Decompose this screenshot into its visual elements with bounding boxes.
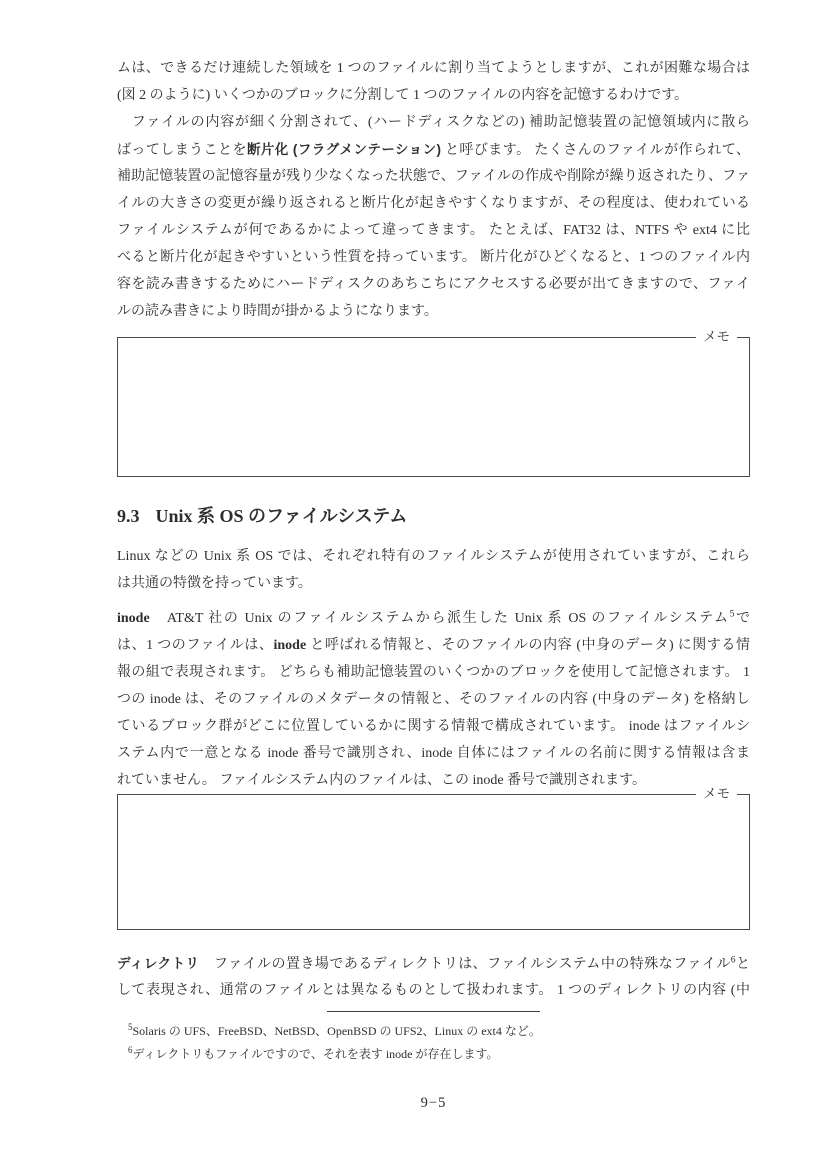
- body-line: ムは、できるだけ連続した領域を 1 つのファイルに割り当てようとしますが、これが困難な場合は: [117, 61, 750, 76]
- body-line: つの inode は、そのファイルのメタデータの情報と、そのファイルの内容 (中身のデータ) を格納し: [117, 692, 750, 707]
- body-line: ファイルの内容が細く分割されて、(ハードディスクなどの) 補助記憶装置の記憶領域内に散ら: [117, 115, 750, 130]
- section-number: 9.3: [117, 506, 140, 526]
- body-line: ステム内で一意となる inode 番号で識別され、inode 自体にはファイルの名前に関する情報は含ま: [117, 746, 750, 761]
- paragraph-unix-intro: [117, 543, 750, 597]
- footnote-6: $^6$ディレクトリもファイルですので、それを表す inode が存在します。: [128, 1045, 499, 1061]
- text-column: [117, 0, 750, 1066]
- footnote-marker-5: 5: [128, 1022, 133, 1032]
- body-line: して表現され、通常のファイルとは異なるものとして扱われます。 1 つのディレクトリの内容 (中: [117, 983, 750, 998]
- body-line: 容を読み書きするためにハードディスクのあちこちにアクセスする必要が出てきますので、ファイ: [117, 277, 750, 292]
- memo-box-2: [117, 786, 750, 930]
- term-inode: inode: [117, 611, 150, 626]
- paragraph-inode: [117, 605, 750, 794]
- term-fragmentation: 断片化 (フラグメンテーション): [246, 142, 442, 157]
- body-line: は共通の特徴を持っています。: [117, 576, 312, 591]
- body-line: Linux などの Unix 系 OS では、それぞれ特有のファイルシステムが使用されていますが、これら: [117, 549, 750, 564]
- footnote-ref-5: 5: [729, 609, 735, 620]
- body-line: ルの読み書きにより時間が掛かるようになります。: [117, 304, 438, 319]
- body-line: は、1 つのファイルは、inode と呼ばれる情報と、そのファイルの内容 (中身のデータ) に関する情: [117, 638, 750, 653]
- footnote-ref-6: 6: [730, 955, 736, 966]
- footnote-5: $^5$Solaris の UFS、FreeBSD、NetBSD、OpenBSD の UFS2、Linux の ext4 など。: [128, 1022, 541, 1038]
- memo-label: メモ: [696, 328, 737, 346]
- footnotes: [117, 1020, 750, 1066]
- body-line: ディレクトリ ファイルの置き場であるディレクトリは、ファイルシステム中の特殊なファイル$^6$と: [117, 955, 750, 972]
- body-line: 報の組で表現されます。 どちらも補助記憶装置のいくつかのブロックを使用して記憶されます。 1: [117, 665, 750, 680]
- footnote-marker-6: 6: [128, 1045, 133, 1055]
- body-line: れていません。 ファイルシステム内のファイルは、この inode 番号で識別されます。: [117, 773, 647, 788]
- body-line: ばってしまうことを断片化 (フラグメンテーション) と呼びます。 たくさんのファイルが作られて、: [117, 142, 750, 158]
- body-line: inode AT&T 社の Unix のファイルシステムから派生した Unix 系 OS のファイルシステム$^5$で: [117, 609, 750, 626]
- body-line: イルの大きさの変更が繰り返されると断片化が起きやすくなりますが、その程度は、使われている: [117, 196, 750, 211]
- body-line: べると断片化が起きやすいという性質を持っています。 断片化がひどくなると、1 つのファイル内: [117, 250, 750, 265]
- footnote-rule: [327, 1011, 540, 1012]
- term-inode-bold: inode: [273, 638, 307, 653]
- body-line: (図 2 のように) いくつかのブロックに分割して 1 つのファイルの内容を記憶するわけです。: [117, 88, 689, 103]
- term-directory: ディレクトリ: [117, 956, 200, 971]
- memo-label: メモ: [696, 785, 737, 803]
- body-line: ファイルシステムが何であるかによって違ってきます。 たとえば、FAT32 は、NTFS や ext4 に比: [117, 223, 750, 238]
- memo-box-1: [117, 329, 750, 477]
- body-line: 補助記憶装置の記憶容量が残り少なくなった状態で、ファイルの作成や削除が繰り返されたり、ファ: [117, 169, 750, 184]
- section-title: Unix 系 OS のファイルシステム: [155, 506, 408, 526]
- paragraph-fragmentation: [117, 0, 750, 325]
- page-number: 9−5: [420, 1095, 447, 1111]
- section-heading: [117, 503, 750, 529]
- paragraph-directory: [117, 950, 750, 1004]
- body-line: ているブロック群がどこに位置しているかに関する情報で構成されています。 inode はファイルシ: [117, 719, 750, 734]
